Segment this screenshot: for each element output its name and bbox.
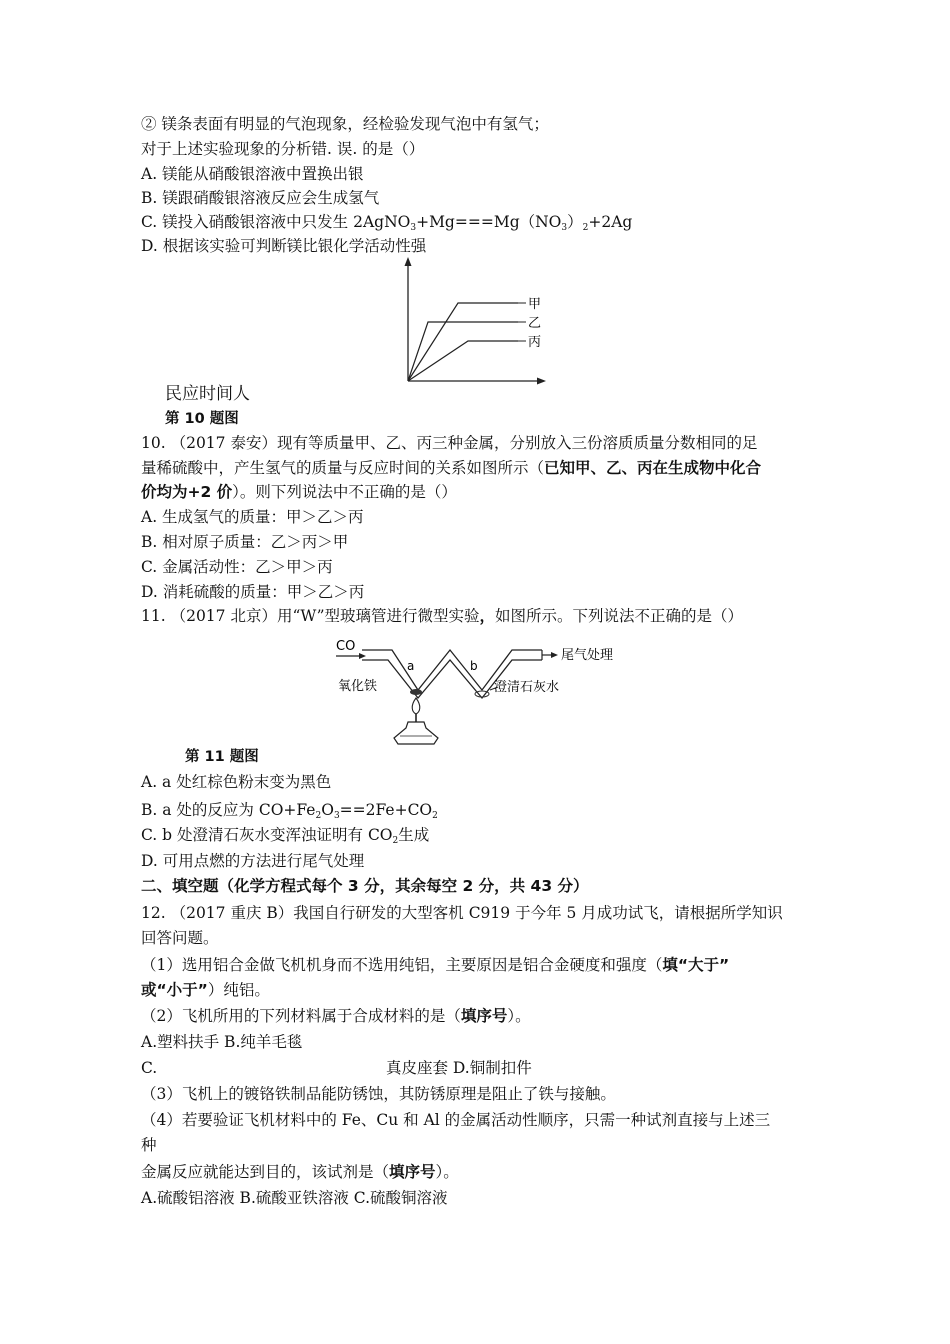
limewater [475, 691, 489, 697]
q11-option-d: D. 可用点燃的方法进行尾气处理 [141, 852, 365, 870]
q9-observation-2: ② 镁条表面有明显的气泡现象，经检验发现气泡中有氢气； [141, 115, 549, 133]
q10-axis-label: 民应时间人 [165, 384, 250, 404]
point-b-label: b [470, 659, 478, 673]
q12-part-1: （1）选用铝合金做飞机机身而不选用纯铝，主要原因是铝合金硬度和强度（填“大于” [141, 956, 730, 974]
iron-oxide-label: 氧化铁 [338, 679, 378, 694]
legend-yi: 乙 [528, 316, 542, 331]
q12-part-2-options-ab: A.塑料扶手 B.纯羊毛毯 [141, 1033, 303, 1051]
q10-option-a: A. 生成氢气的质量：甲＞乙＞丙 [141, 508, 364, 526]
q12-part-4-question: 金属反应就能达到目的，该试剂是（填序号）。 [141, 1163, 459, 1181]
q12-part-4-options: A.硫酸铝溶液 B.硫酸亚铁溶液 C.硫酸铜溶液 [141, 1189, 448, 1207]
point-a-label: a [407, 659, 415, 673]
w-tube-apparatus [332, 632, 617, 747]
q11-option-b: B. a 处的反应为 $CO+Fe_2O_3==2Fe+CO_2$ [141, 801, 438, 821]
curve-bing [408, 341, 518, 381]
q12-part-4: （4）若要验证飞机材料中的 Fe、Cu 和 Al 的金属活动性顺序，只需一种试剂直接与上述三 [141, 1111, 771, 1129]
q10-option-d: D. 消耗硫酸的质量：甲＞乙＞丙 [141, 583, 365, 601]
q12-part-1-cont: 或“小于”）纯铝。 [141, 981, 270, 999]
q12-part-4-cont: 种 [141, 1136, 157, 1154]
q10-figure-caption: 第 10 题图 [165, 411, 239, 427]
section-2-heading: 二、填空题（化学方程式每个 3 分，其余每空 2 分，共 43 分） [141, 877, 589, 895]
flame [412, 698, 420, 714]
x-axis-arrow [537, 378, 546, 385]
q11-stem: 11. （2017 北京）用“W”型玻璃管进行微型实验，如图所示。下列说法不正确的是（） [141, 607, 744, 625]
legend-jia: 甲 [528, 297, 542, 312]
q10-line-3: 价均为+2 价）。则下列说法中不正确的是（） [141, 483, 457, 501]
q9-option-c: C. 镁投入硝酸银溶液中只发生 $2AgNO_3+Mg===Mg(NO_3)_2+2Ag$ [141, 213, 633, 233]
q10-graph [390, 255, 560, 390]
q12-part-2: （2）飞机所用的下列材料属于合成材料的是（填序号）。 [141, 1007, 531, 1025]
q11-figure-caption: 第 11 题图 [185, 749, 259, 765]
q12-line-1: 12. （2017 重庆 B）我国自行研发的大型客机 C919 于今年 5 月成功试飞，请根据所学知识 [141, 904, 783, 922]
q9-option-d: D. 根据该实验可判断镁比银化学活动性强 [141, 237, 427, 255]
curve-yi [408, 322, 518, 381]
co-label: CO [336, 639, 356, 654]
tail-gas-label: 尾气处理 [561, 648, 614, 663]
q9-option-a: A. 镁能从硝酸银溶液中置换出银 [141, 165, 364, 183]
q12-line-2: 回答问题。 [141, 929, 219, 947]
legend-bing: 丙 [528, 335, 542, 350]
q12-part-2-options-cd: 真皮座套 D.铜制扣件 [386, 1059, 532, 1077]
q11-option-a: A. a 处红棕色粉末变为黑色 [141, 773, 332, 791]
q10-option-b: B. 相对原子质量：乙＞丙＞甲 [141, 533, 349, 551]
q11-option-c: C. b 处澄清石灰水变浑浊证明有 $CO_2$生成 [141, 826, 430, 846]
q10-line-1: 10. （2017 泰安）现有等质量甲、乙、丙三种金属，分别放入三份溶质质量分数相同的足 [141, 434, 758, 452]
limewater-label: 澄清石灰水 [494, 680, 560, 695]
q9-option-b: B. 镁跟硝酸银溶液反应会生成氢气 [141, 189, 380, 207]
q12-part-3: （3）飞机上的镀铬铁制品能防锈蚀，其防锈原理是阻止了铁与接触。 [141, 1085, 616, 1103]
q10-line-2: 量稀硫酸中，产生氢气的质量与反应时间的关系如图所示（已知甲、乙、丙在生成物中化合 [141, 459, 762, 477]
q9-stem: 对于上述实验现象的分析错. 误. 的是（） [141, 140, 425, 158]
y-axis-arrow [405, 257, 412, 266]
q10-option-c: C. 金属活动性：乙＞甲＞丙 [141, 558, 333, 576]
alcohol-lamp [394, 722, 438, 744]
iron-oxide-powder [410, 689, 422, 695]
q12-part-2-option-c-label: C. [141, 1059, 158, 1077]
